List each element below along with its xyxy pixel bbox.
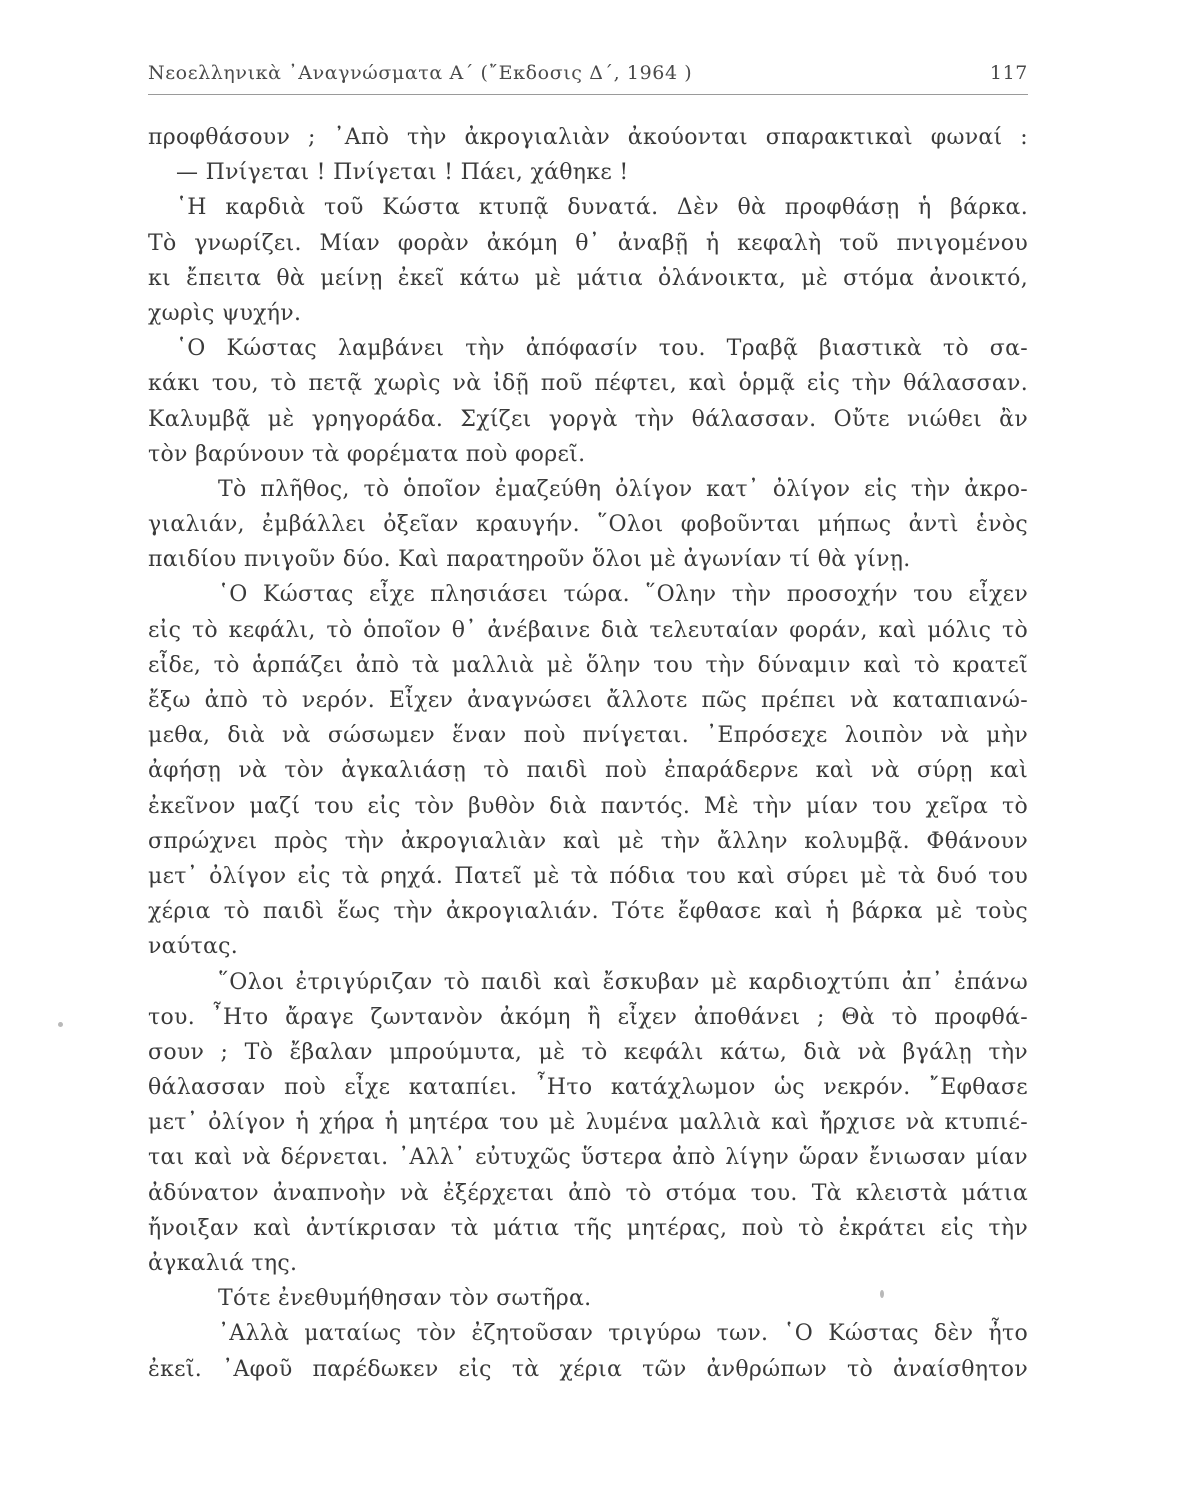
text-line: ἤνοιξαν καὶ ἀντίκρισαν τὰ μάτια τῆς μητέρας, ποὺ τὸ ἐκράτει εἰς τὴν: [148, 1215, 1028, 1241]
text-line: ἐκεῖ. ᾿Αφοῦ παρέδωκεν εἰς τὰ χέρια τῶν ἀνθρώπων τὸ ἀναίσθητον: [148, 1356, 1028, 1382]
scan-speck: [58, 1022, 63, 1027]
text-line: ἀγκαλιά της.: [148, 1251, 298, 1276]
text-line: μετ᾿ ὀλίγον εἰς τὰ ρηχά. Πατεῖ μὲ τὰ πόδια του καὶ σύρει μὲ τὰ δυό του: [148, 863, 1028, 889]
text-line: ῾Η καρδιὰ τοῦ Κώστα κτυπᾷ δυνατά. Δὲν θὰ προφθάσῃ ἡ βάρκα.: [176, 195, 1028, 221]
text-line: τὸν βαρύνουν τὰ φορέματα ποὺ φορεῖ.: [148, 441, 586, 467]
text-line: ῾Ο Κώστας εἶχε πλησιάσει τώρα. ῞Ολην τὴν προσοχήν του εἶχεν: [218, 582, 1028, 608]
text-line: σπρώχνει πρὸς τὴν ἀκρογιαλιὰν καὶ μὲ τὴν ἄλλην κολυμβᾷ. Φθάνουν: [148, 828, 1028, 854]
running-header: [148, 62, 1028, 92]
text-line: σουν ; Τὸ ἔβαλαν μπρούμυτα, μὲ τὸ κεφάλι κάτω, διὰ νὰ βγάλῃ τὴν: [148, 1039, 1028, 1065]
text-line: ᾿Αλλὰ ματαίως τὸν ἐζητοῦσαν τριγύρω των. ῾Ο Κώστας δὲν ἦτο: [218, 1321, 1028, 1347]
text-line: Τὸ γνωρίζει. Μίαν φορὰν ἀκόμη θ᾿ ἀναβῇ ἡ κεφαλὴ τοῦ πνιγομένου: [148, 230, 1028, 256]
text-line: Τὸ πλῆθος, τὸ ὁποῖον ἐμαζεύθη ὀλίγον κατ᾿ ὀλίγον εἰς τὴν ἀκρο-: [218, 476, 1028, 502]
scan-speck: [880, 1290, 884, 1298]
text-line: ται καὶ νὰ δέρνεται. ᾿Αλλ᾿ εὐτυχῶς ὕστερα ἀπὸ λίγην ὥραν ἔνιωσαν μίαν: [148, 1145, 1028, 1171]
page-number: 117: [989, 62, 1028, 84]
text-line: ἀφήσῃ νὰ τὸν ἀγκαλιάσῃ τὸ παιδὶ ποὺ ἐπαράδερνε καὶ νὰ σύρῃ καὶ: [148, 758, 1028, 784]
text-line: ναύτας.: [148, 934, 239, 960]
text-line: εἰς τὸ κεφάλι, τὸ ὁποῖον θ᾿ ἀνέβαινε διὰ τελευταίαν φοράν, καὶ μόλις τὸ: [148, 617, 1028, 643]
text-line: προφθάσουν ; ᾿Απὸ τὴν ἀκρογιαλιὰν ἀκούονται σπαρακτικαὶ φωναί :: [148, 125, 1028, 150]
text-line: ἔξω ἀπὸ τὸ νερόν. Εἶχεν ἀναγνώσει ἄλλοτε πῶς πρέπει νὰ καταπιανώ-: [148, 688, 1028, 713]
text-line: χέρια τὸ παιδὶ ἕως τὴν ἀκρογιαλιάν. Τότε ἔφθασε καὶ ἡ βάρκα μὲ τοὺς: [148, 899, 1028, 925]
text-line: κι ἔπειτα θὰ μείνῃ ἐκεῖ κάτω μὲ μάτια ὀλάνοικτα, μὲ στόμα ἀνοικτό,: [148, 265, 1028, 291]
text-line: ἐκεῖνον μαζί του εἰς τὸν βυθὸν διὰ παντός. Μὲ τὴν μίαν του χεῖρα τὸ: [148, 793, 1028, 819]
text-line: κάκι του, τὸ πετᾷ χωρὶς νὰ ἰδῇ ποῦ πέφτει, καὶ ὁρμᾷ εἰς τὴν θάλασσαν.: [148, 371, 1028, 397]
text-line: — Πνίγεται ! Πνίγεται ! Πάει, χάθηκε !: [176, 160, 629, 186]
text-line: χωρὶς ψυχήν.: [148, 300, 302, 326]
text-line: Καλυμβᾷ μὲ γρηγοράδα. Σχίζει γοργὰ τὴν θάλασσαν. Οὔτε νιώθει ἂν: [148, 406, 1028, 432]
text-line: ῞Ολοι ἐτριγύριζαν τὸ παιδὶ καὶ ἔσκυβαν μὲ καρδιοχτύπι ἀπ᾿ ἐπάνω: [218, 969, 1028, 995]
header-rule: [148, 94, 1028, 95]
text-line: μεθα, διὰ νὰ σώσωμεν ἕναν ποὺ πνίγεται. ᾿Επρόσεχε λοιπὸν νὰ μὴν: [148, 723, 1028, 749]
text-line: του. ῏Ητο ἄραγε ζωντανὸν ἀκόμη ἢ εἶχεν ἀποθάνει ; Θὰ τὸ προφθά-: [148, 1004, 1028, 1030]
text-line: ἀδύνατον ἀναπνοὴν νὰ ἐξέρχεται ἀπὸ τὸ στόμα του. Τὰ κλειστὰ μάτια: [148, 1180, 1028, 1206]
text-line: θάλασσαν ποὺ εἶχε καταπίει. ῏Ητο κατάχλωμον ὡς νεκρόν. ῎Εφθασε: [148, 1075, 1028, 1101]
text-line: εἶδε, τὸ ἁρπάζει ἀπὸ τὰ μαλλιὰ μὲ ὅλην του τὴν δύναμιν καὶ τὸ κρατεῖ: [148, 652, 1028, 678]
text-line: μετ᾿ ὀλίγον ἡ χήρα ἡ μητέρα του μὲ λυμένα μαλλιὰ καὶ ἤρχισε νὰ κτυπιέ-: [148, 1110, 1028, 1136]
text-line: Τότε ἐνεθυμήθησαν τὸν σωτῆρα.: [218, 1286, 592, 1312]
text-line: γιαλιάν, ἐμβάλλει ὀξεῖαν κραυγήν. ῞Ολοι φοβοῦνται μήπως ἀντὶ ἑνὸς: [148, 512, 1028, 538]
text-line: παιδίου πνιγοῦν δύο. Καὶ παρατηροῦν ὅλοι μὲ ἀγωνίαν τί θὰ γίνῃ.: [148, 547, 911, 573]
body-text: [148, 120, 1028, 1387]
running-title: Νεοελληνικὰ ᾿Αναγνώσματα Α΄ (῎Εκδοσις Δ΄, 1964 ): [148, 62, 693, 84]
text-line: ῾Ο Κώστας λαμβάνει τὴν ἀπόφασίν του. Τραβᾷ βιαστικὰ τὸ σα-: [176, 336, 1028, 362]
